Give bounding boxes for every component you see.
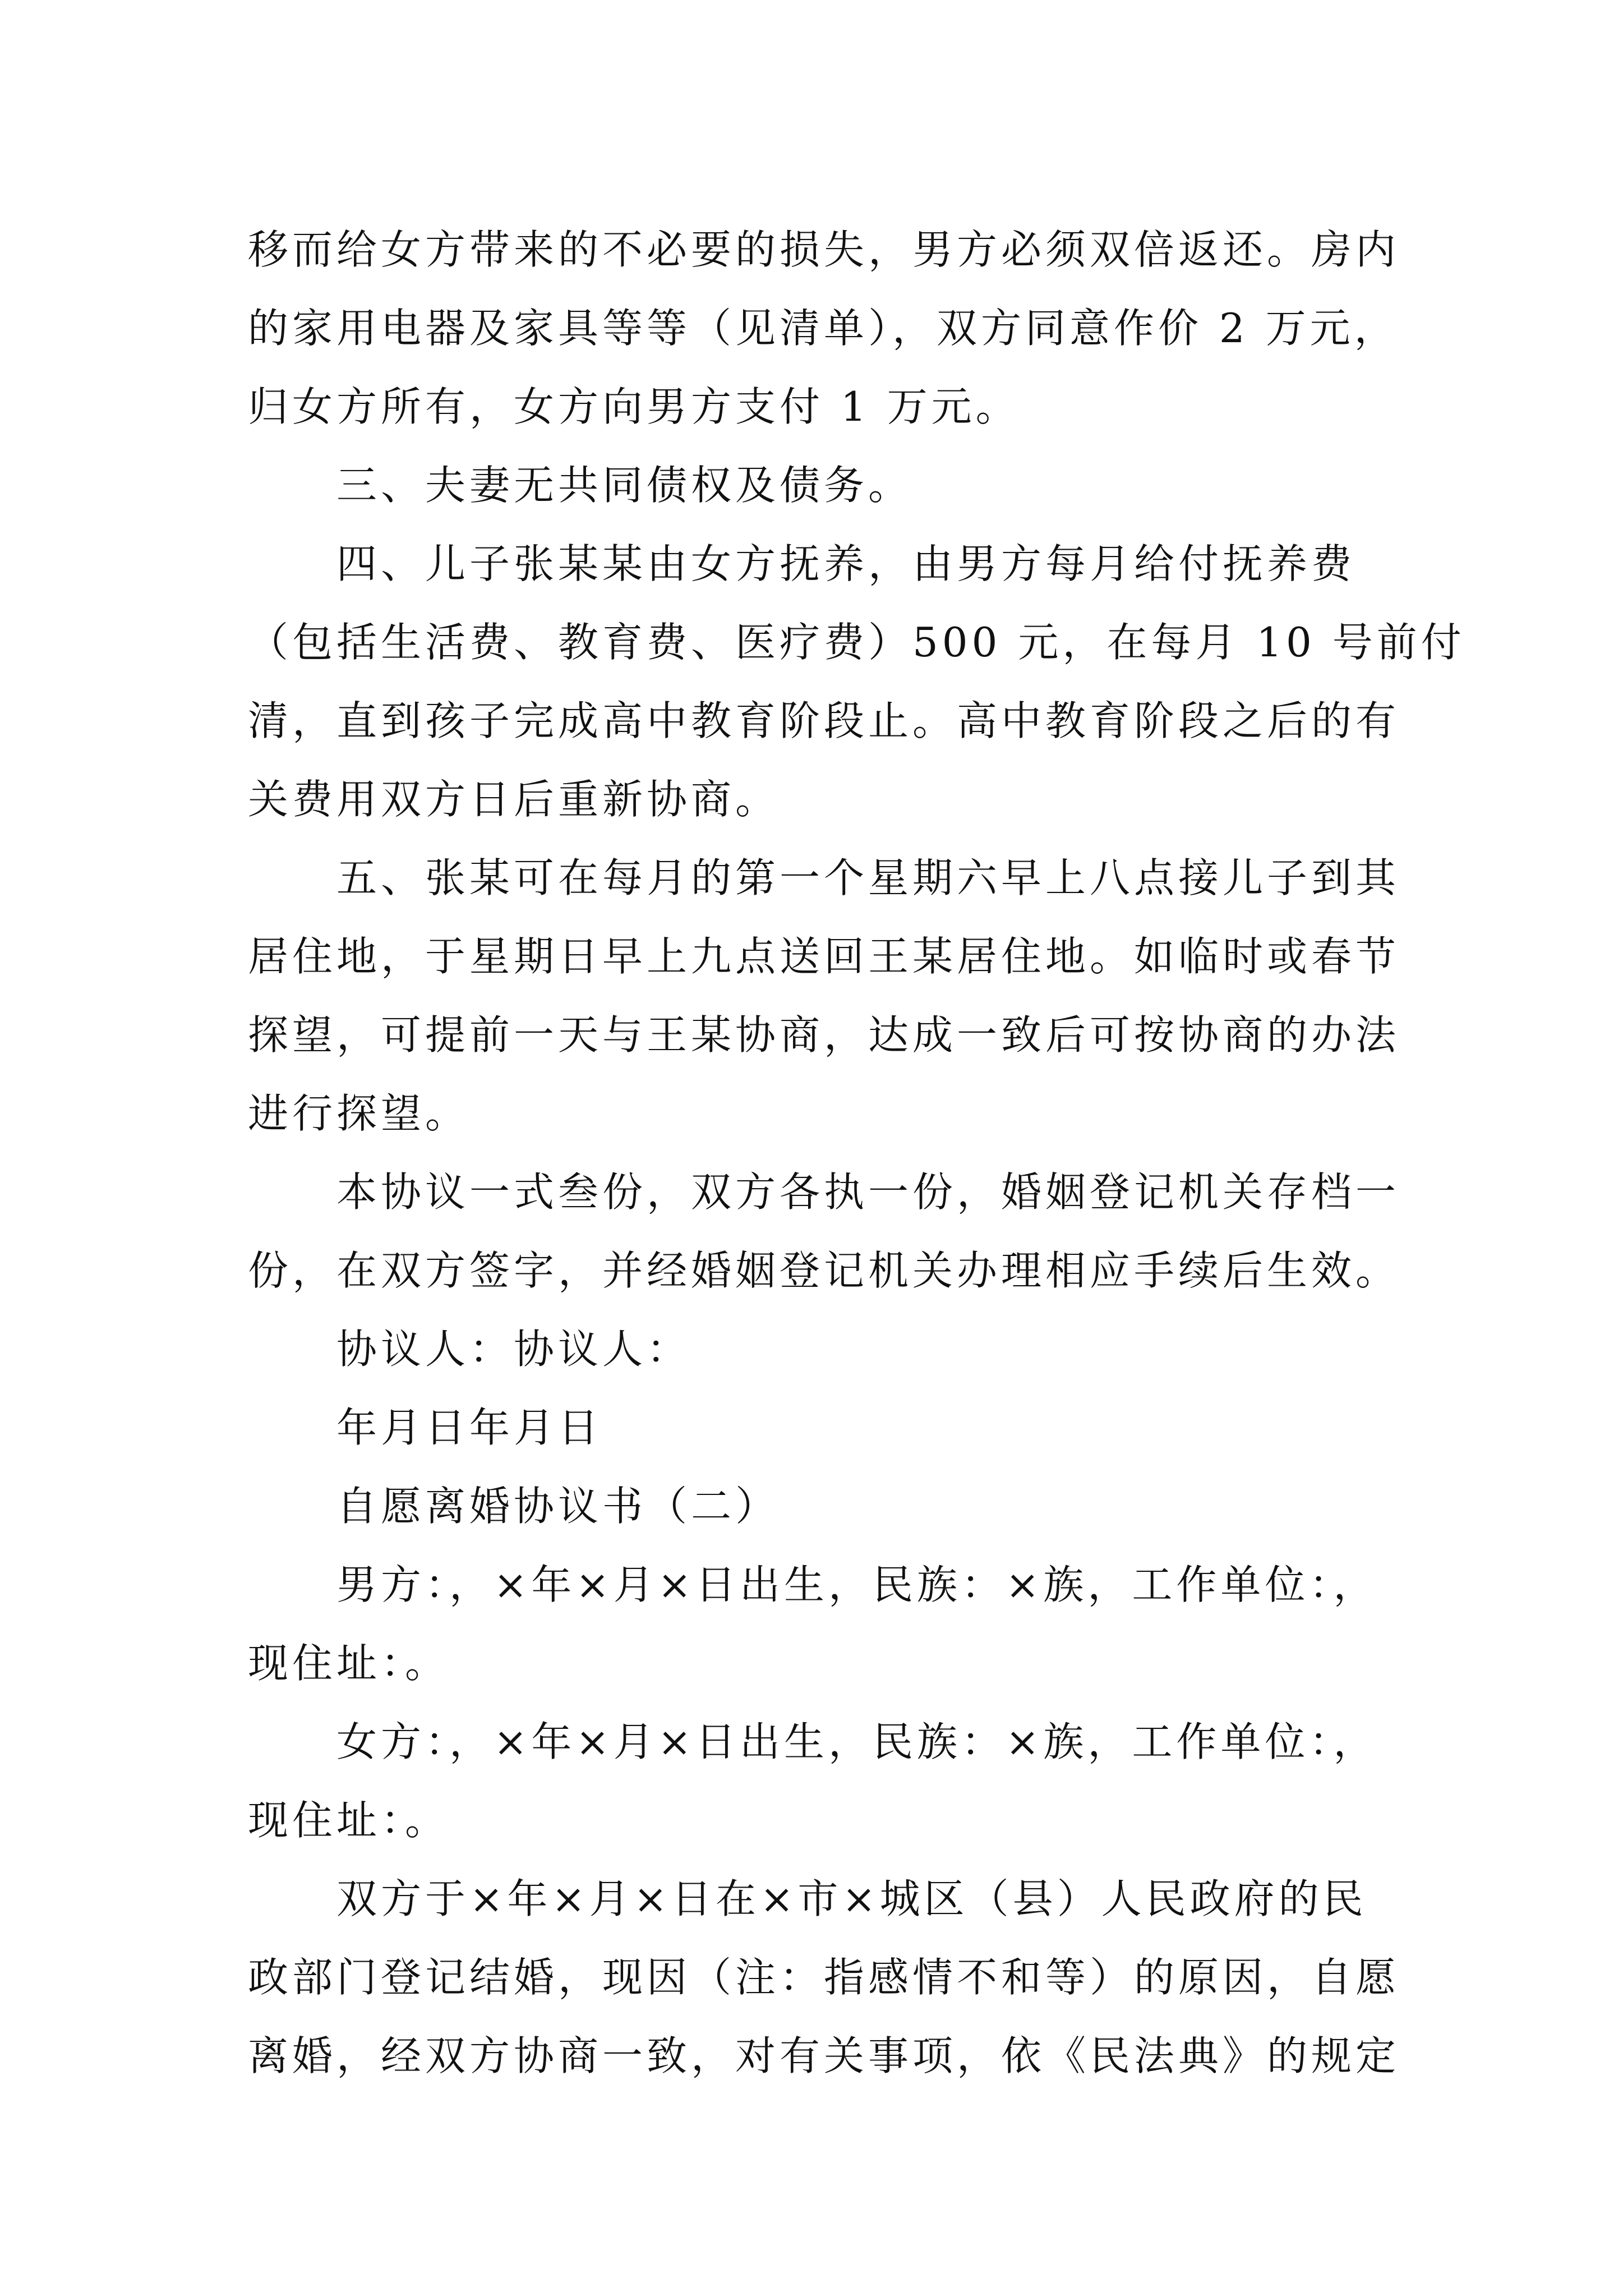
body-line: 进行探望。 <box>248 1090 470 1137</box>
clause-four: 四、儿子张某某由女方抚养，由男方每月给付抚养费 <box>336 540 1356 587</box>
body-line: （包括生活费、教育费、医疗费）500 元，在每月 10 号前付 <box>248 619 1465 666</box>
body-line: 离婚，经双方协商一致，对有关事项，依《民法典》的规定 <box>248 2032 1400 2079</box>
section-title: 自愿离婚协议书（二） <box>336 1483 780 1530</box>
document-body <box>248 210 1465 2095</box>
body-line: 的家用电器及家具等等（见清单），双方同意作价 2 万元， <box>248 305 1399 352</box>
marriage-statement: 双方于×年×月×日在×市×城区（县）人民政府的民 <box>336 1875 1367 1922</box>
body-line: 归女方所有，女方向男方支付 1 万元。 <box>248 383 1020 430</box>
body-line: 探望，可提前一天与王某协商，达成一致后可按协商的办法 <box>248 1011 1400 1059</box>
body-line: 居住地，于星期日早上九点送回王某居住地。如临时或春节 <box>248 933 1400 980</box>
clause-three: 三、夫妻无共同债权及债务。 <box>336 462 913 509</box>
female-party-address: 现住址：。 <box>248 1797 450 1844</box>
date-line: 年月日年月日 <box>336 1404 603 1451</box>
body-line: 政部门登记结婚，现因（注：指感情不和等）的原因，自愿 <box>248 1954 1400 2001</box>
body-line: 移而给女方带来的不必要的损失，男方必须双倍返还。房内 <box>248 226 1400 273</box>
male-party-address: 现住址：。 <box>248 1640 450 1687</box>
clause-five: 五、张某可在每月的第一个星期六早上八点接儿子到其 <box>336 854 1400 901</box>
female-party-line: 女方：，×年×月×日出生，民族：×族，工作单位：， <box>336 1718 1378 1765</box>
body-line: 清，直到孩子完成高中教育阶段止。高中教育阶段之后的有 <box>248 697 1400 744</box>
male-party-line: 男方：，×年×月×日出生，民族：×族，工作单位：， <box>336 1561 1378 1608</box>
body-line: 份，在双方签字，并经婚姻登记机关办理相应手续后生效。 <box>248 1247 1400 1294</box>
agreement-copies-paragraph: 本协议一式叁份，双方各执一份，婚姻登记机关存档一 <box>336 1168 1400 1216</box>
signatories-line: 协议人：协议人： <box>336 1326 691 1373</box>
body-line: 关费用双方日后重新协商。 <box>248 776 780 823</box>
